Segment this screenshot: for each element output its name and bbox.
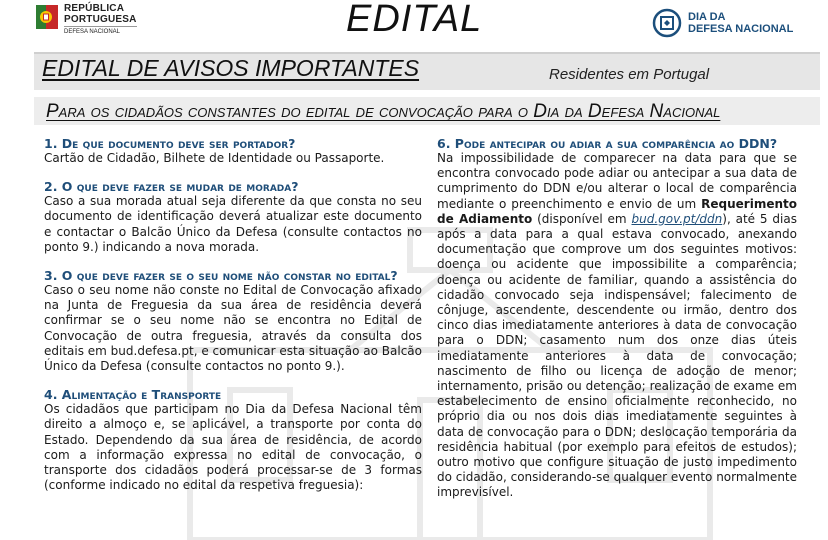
dia-defesa-nacional-logo (652, 8, 793, 38)
right-column (437, 136, 797, 514)
section-4-heading: 4. Alimentação e Transporte (44, 387, 222, 403)
section-2-heading: 2. O que deve fazer se mudar de morada? (44, 179, 299, 195)
republica-label: REPÚBLICA (64, 3, 125, 14)
portugal-coat-of-arms-icon (36, 3, 60, 33)
banner-subtitle: Residentes em Portugal (549, 66, 710, 83)
section-6-body-c: ), até 5 dias após a data para a qual estava convocado, anexando documentação que comprove um dos seguintes motivos: doença ou acidente que impossibilite a comparência; doença ou acidente de familiar, quando a assistência do cidadão convocado seja indispensável; falecimento de cônjuge, ascendente, descendente ou irmão, dentro dos cinco dias imediatamente anteriores à data de convocação para o DDN; casamento num dos onze dias úteis imediatamente anteriores à data de convocação; nascimento de filho ou licença de adoção de menor; internamento, prisão ou detenção; realização de exame em estabelecimento de ensino oficialmente reconhecido, no próprio dia ou nos dois dias imediatamente seguintes à data de convocação para o DDN; deslocação temporária da residência habitual (por exemplo para efeitos de estudos); outro motivo que configure situação de justo impedimento do cidadão, considerando-se qualquer evento normalmente imprevisível. (437, 211, 798, 500)
requerimento-label: Requerimento de Adiamento (437, 196, 797, 226)
section-3-heading: 3. O que deve fazer se o seu nome não constar no edital? (44, 268, 398, 284)
section-2 (44, 179, 422, 255)
section-6-body (437, 151, 797, 501)
section-3-body: Caso o seu nome não conste no Edital de Convocação afixado na Junta de Freguesia da sua área de residência deverá confirmar se o seu nome não se encontra no Edital de Convocação de outra freguesia, através da consulta dos editais em bud.defesa.pt, e comunicar esta situação ao Balcão Único da Defesa (consulte contactos no ponto 9.). (44, 283, 422, 374)
ddn-emblem-icon (652, 8, 682, 38)
section-4 (44, 387, 422, 493)
ddn-line1: DIA DA (688, 11, 726, 23)
banner-title: EDITAL DE AVISOS IMPORTANTES (42, 55, 420, 81)
section-6-body-a: Na impossibilidade de comparecer na data para que se encontra convocado pode adiar ou antecipar a sua data de cumprimento do DDN e/ou alterar o local de comparência mediante o preenchimento e envio de um (437, 151, 797, 211)
section-1-heading: 1. De que documento deve ser portador? (44, 136, 296, 151)
republica-portuguesa-logo (36, 3, 137, 37)
left-column (44, 136, 422, 506)
bud-link[interactable]: bud.gov.pt/ddn (631, 211, 723, 226)
section-2-body: Caso a sua morada atual seja diferente da que consta no seu documento de identificação deverá atualizar este documento e contactar o Balcão Único da Defesa (consulte contactos no ponto 9.) indicando a nova morada. (44, 194, 422, 254)
section-3 (44, 268, 422, 374)
section-6 (437, 136, 797, 501)
notice-heading: Para os cidadãos constantes do edital de convocação para o Dia da Defesa Nacional (46, 101, 721, 122)
ministry-label: DEFESA NACIONAL (64, 26, 137, 37)
ddn-line2: DEFESA NACIONAL (688, 23, 794, 35)
section-4-body: Os cidadãos que participam no Dia da Defesa Nacional têm direito a almoço e, se aplicável, a transporte por conta do Estado. Dependendo da sua área de residência, de acordo com a informação expressa no edital de convocação, o transporte dos cidadãos poderá processar-se de 3 formas (conforme indicado no edital da respetiva freguesia): (44, 402, 422, 493)
page-title: EDITAL (346, 0, 483, 40)
section-1 (44, 136, 422, 166)
portuguesa-label: PORTUGUESA (64, 14, 137, 25)
section-6-body-b: (disponível em (532, 211, 632, 226)
section-1-body: Cartão de Cidadão, Bilhete de Identidade ou Passaporte. (44, 151, 385, 165)
section-6-heading: 6. Pode antecipar ou adiar a sua comparência ao DDN? (437, 136, 778, 151)
